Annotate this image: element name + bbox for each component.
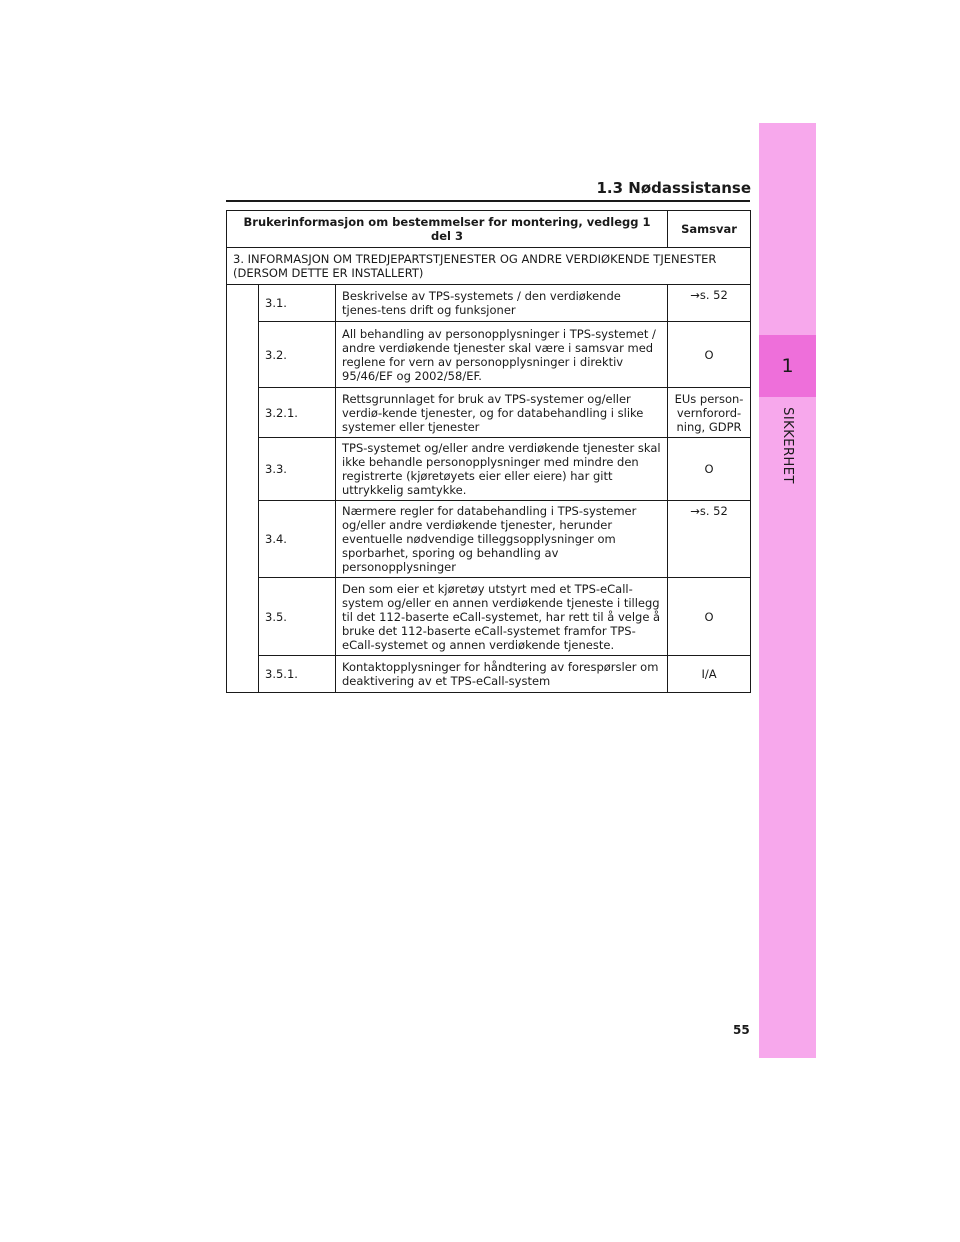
row-description: All behandling av personopplysninger i TPS-systemet / andre verdiøkende tjenester skal være i samsvar med reglene for vern av personopplysninger i direktiv 95/46/EF og 2002/58/EF. [336,322,668,388]
page-number: 55 [733,1023,750,1037]
table-row [227,388,751,438]
table-row [227,501,751,578]
row-compliance: →s. 52 [668,285,751,322]
row-description: Kontaktopplysninger for håndtering av forespørsler om deaktivering av et TPS-eCall-system [336,656,668,693]
indent-cell [227,656,259,693]
table-header-row [227,211,751,248]
row-number: 3.3. [259,438,336,501]
column-header-compliance: Samsvar [668,211,751,248]
chapter-number-tab[interactable] [759,335,816,397]
row-description: Rettsgrunnlaget for bruk av TPS-systemer og/eller verdiø-kende tjenester, og for databehandling i slike systemer eller tjenester [336,388,668,438]
row-compliance: O [668,438,751,501]
row-description: Den som eier et kjøretøy utstyrt med et TPS-eCall-system og/eller en annen verdiøkende tjeneste i tillegg til det 112-baserte eCall-systemet, har rett til å velge å bruke det 112-baserte eCall-systemet framfor TPS-eCall-systemet og annen verdiøkende tjeneste. [336,578,668,656]
row-description: TPS-systemet og/eller andre verdiøkende tjenester skal ikke behandle personopplysninger med mindre den registrerte (kjøretøyets eier eller eiere) har gitt uttrykkelig samtykke. [336,438,668,501]
indent-cell [227,285,259,322]
row-number: 3.5.1. [259,656,336,693]
table-row [227,656,751,693]
row-number: 3.4. [259,501,336,578]
row-compliance: I/A [668,656,751,693]
section-heading-line1: 3. INFORMASJON OM TREDJEPARTSTJENESTER OG ANDRE VERDIØKENDE TJENESTER [233,252,717,266]
indent-cell [227,501,259,578]
indent-cell [227,388,259,438]
table-row [227,578,751,656]
row-number: 3.5. [259,578,336,656]
column-header-info: Brukerinformasjon om bestemmelser for montering, vedlegg 1 del 3 [227,211,668,248]
chapter-number: 1 [781,355,794,377]
row-number: 3.2.1. [259,388,336,438]
section-heading-row [227,248,751,285]
row-number: 3.1. [259,285,336,322]
row-compliance: O [668,322,751,388]
row-compliance: EUs person-vernforord-ning, GDPR [668,388,751,438]
title-divider [226,200,750,202]
row-number: 3.2. [259,322,336,388]
chapter-sidebar [759,123,816,1058]
table-row [227,438,751,501]
indent-cell [227,438,259,501]
requirements-table [226,210,751,693]
section-title: 1.3 Nødassistanse [596,179,751,197]
table-row [227,322,751,388]
row-description: Beskrivelse av TPS-systemets / den verdiøkende tjenes-tens drift og funksjoner [336,285,668,322]
chapter-label: SIKKERHET [780,406,795,484]
chapter-label-box [759,405,816,485]
indent-cell [227,578,259,656]
row-compliance: →s. 52 [668,501,751,578]
indent-cell [227,322,259,388]
section-heading-line2: (DERSOM DETTE ER INSTALLERT) [233,266,424,280]
row-description: Nærmere regler for databehandling i TPS-systemer og/eller andre verdiøkende tjenester, herunder eventuelle nødvendige tilleggsopplysninger om sporbarhet, sporing og behandling av personopplysninger [336,501,668,578]
section-heading [227,248,751,285]
table-row [227,285,751,322]
row-compliance: O [668,578,751,656]
